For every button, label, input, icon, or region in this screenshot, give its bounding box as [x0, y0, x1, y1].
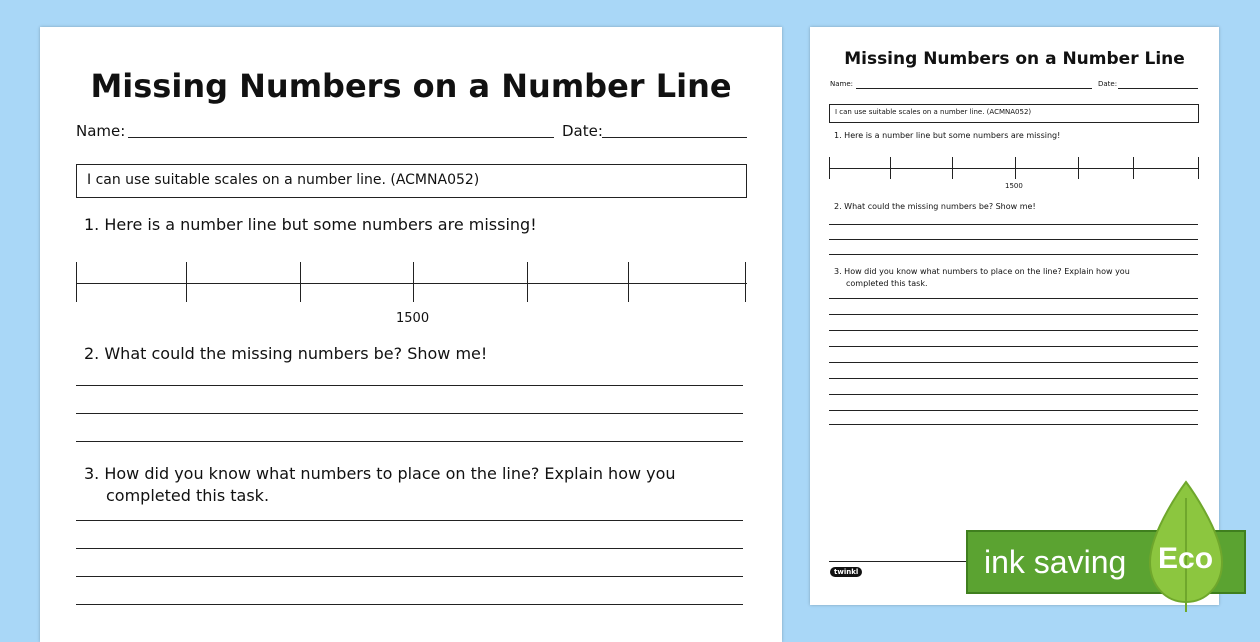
ink-saving-label: ink saving: [984, 544, 1127, 580]
preview-answer-line: [829, 224, 1198, 225]
preview-answer-line: [829, 424, 1198, 425]
preview-objective-text: I can use suitable scales on a number line. (ACMNA052): [835, 108, 1032, 116]
twinkl-logo: twinkl: [830, 567, 862, 577]
question-3: 3. How did you know what numbers to place on the line? Explain how you: [84, 464, 676, 483]
objective-box: [76, 164, 747, 198]
preview-question-3-cont: completed this task.: [846, 279, 928, 288]
preview-answer-line: [829, 330, 1198, 331]
date-label: Date:: [562, 122, 603, 140]
preview-objective-box: [829, 104, 1199, 123]
preview-answer-line: [829, 298, 1198, 299]
preview-question-1: 1. Here is a number line but some numbers are missing!: [834, 131, 1061, 140]
answer-line: [76, 576, 743, 577]
answer-line: [76, 385, 743, 386]
answer-line: [76, 520, 743, 521]
answer-line: [76, 441, 743, 442]
preview-name-label: Name:: [830, 80, 854, 88]
answer-line: [76, 413, 743, 414]
preview-answer-line: [829, 346, 1198, 347]
preview-question-2: 2. What could the missing numbers be? Show me!: [834, 202, 1036, 211]
answer-line: [76, 604, 743, 605]
question-2: 2. What could the missing numbers be? Show me!: [84, 344, 488, 363]
eco-label: Eco: [1158, 542, 1214, 575]
preview-answer-line: [829, 394, 1198, 395]
name-label: Name:: [76, 122, 126, 140]
preview-question-3: 3. How did you know what numbers to place on the line? Explain how you: [834, 267, 1130, 276]
preview-answer-line: [829, 378, 1198, 379]
worksheet-title: Missing Numbers on a Number Line: [90, 67, 732, 105]
name-line: [128, 137, 554, 138]
preview-answer-line: [829, 254, 1198, 255]
question-1: 1. Here is a number line but some numbers are missing!: [84, 215, 537, 234]
question-3-cont: completed this task.: [106, 486, 270, 505]
preview-footer-line: [829, 561, 989, 562]
preview-date-line: [1118, 88, 1198, 89]
preview-answer-line: [829, 314, 1198, 315]
preview-answer-line: [829, 362, 1198, 363]
preview-number-label: 1500: [1005, 182, 1023, 190]
date-line: [602, 137, 747, 138]
number-label: 1500: [396, 311, 430, 326]
preview-answer-line: [829, 410, 1198, 411]
preview-title: Missing Numbers on a Number Line: [844, 49, 1185, 69]
answer-line: [76, 548, 743, 549]
preview-answer-line: [829, 239, 1198, 240]
objective-text: I can use suitable scales on a number line. (ACMNA052): [87, 172, 480, 188]
worksheet-page: [40, 27, 782, 642]
preview-date-label: Date:: [1098, 80, 1118, 88]
preview-name-line: [856, 88, 1092, 89]
